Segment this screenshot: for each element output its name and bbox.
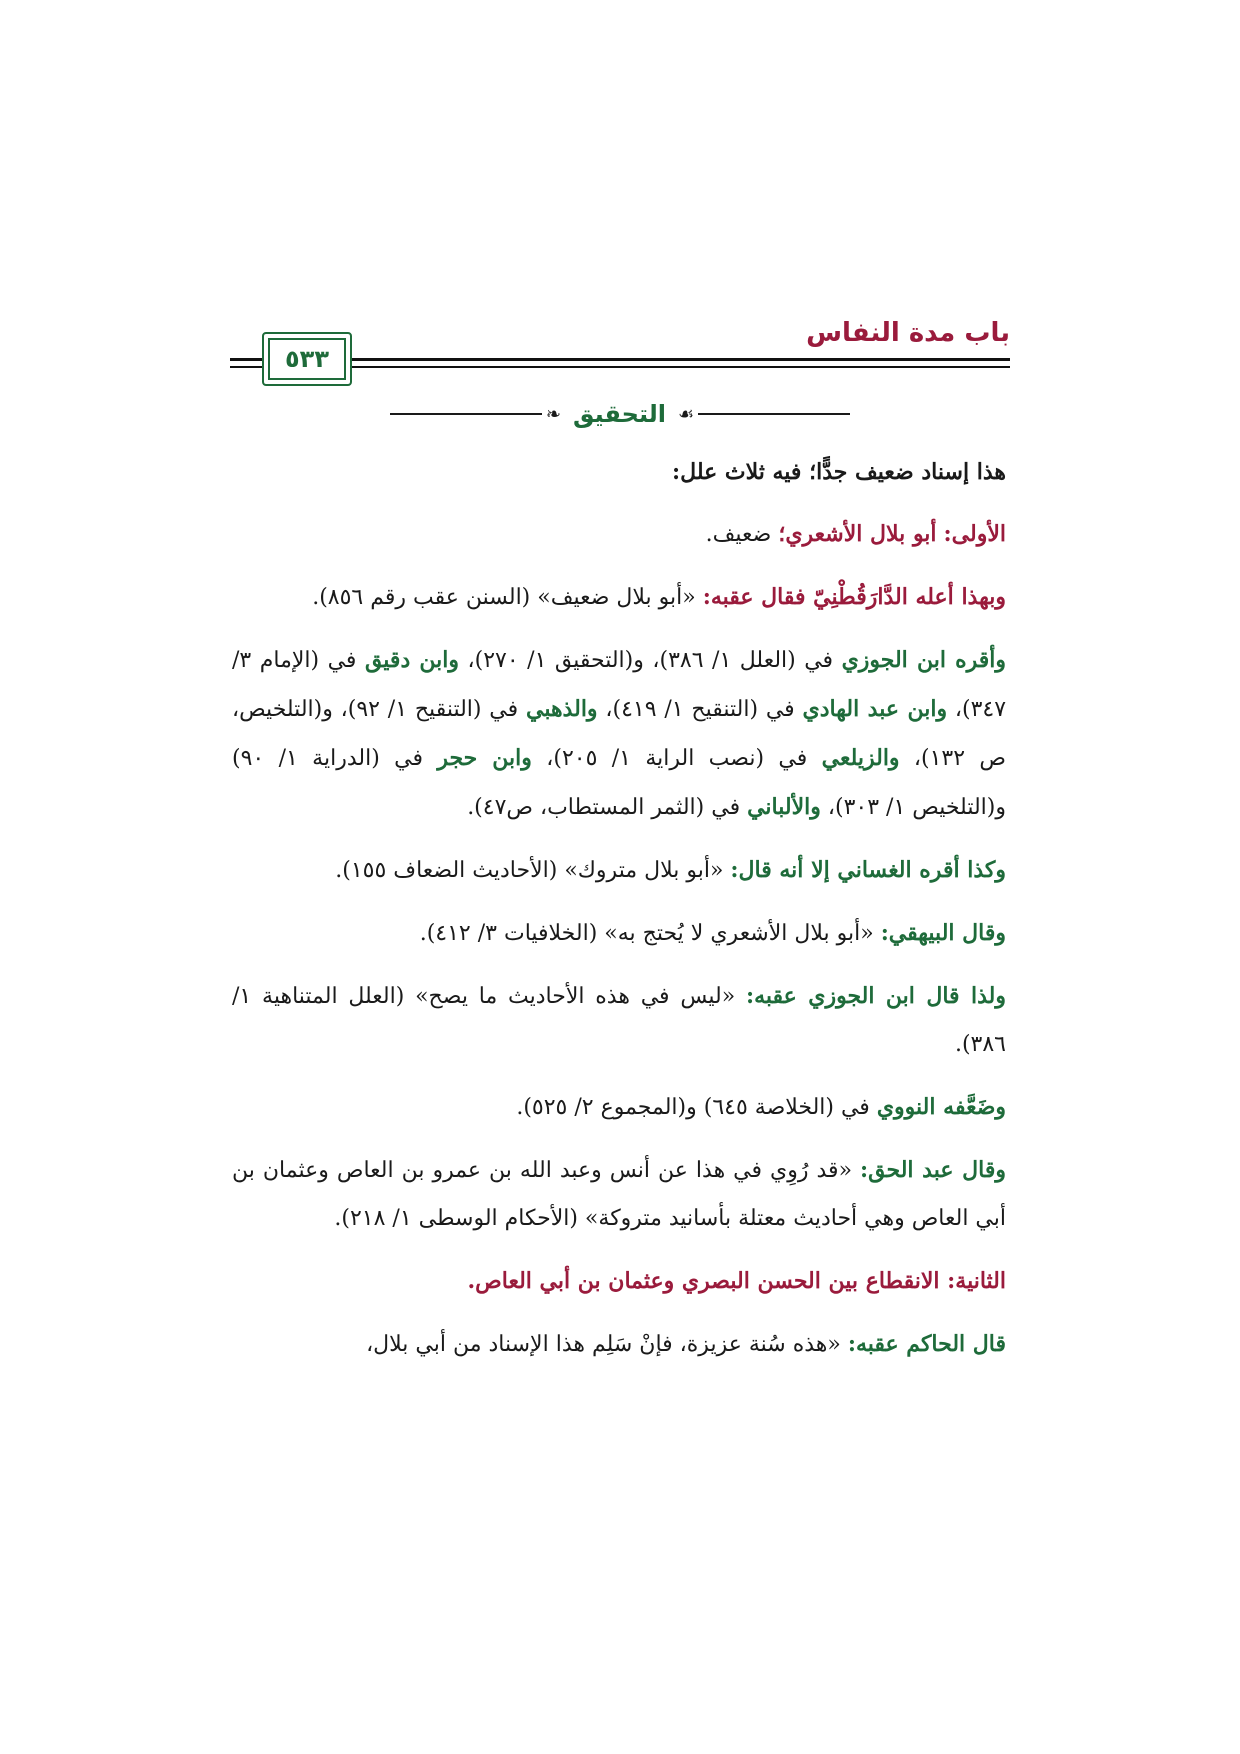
citation-text: في (نصب الراية ١/ ٢٠٥)،: [531, 746, 822, 771]
citation-text: في (الإمام ٣/ ٣٤٧)،: [232, 648, 1007, 722]
paragraph-first-defect: [232, 510, 1006, 559]
paragraph-text: «هذه سُنة عزيزة، فإنْ سَلِم هذا الإسناد من أبي بلال،: [366, 1332, 848, 1357]
paragraph-ibn-aljawzi: [232, 972, 1006, 1069]
citation-text: في (التنقيح ١/ ٩٢)، و(التلخيص، ص ١٣٢)،: [232, 697, 1007, 771]
scholar-name: وابن دقيق: [364, 647, 460, 673]
scholar-statement: وقال عبد الحق:: [860, 1157, 1006, 1183]
page-header: [230, 318, 1010, 388]
paragraph-second-defect: [232, 1257, 1006, 1306]
main-text: [232, 448, 1006, 1383]
paragraph-abd-alhaqq: [232, 1146, 1006, 1243]
paragraph-hakim: [232, 1320, 1006, 1369]
paragraph-text: «قد رُوِي في هذا عن أنس وعبد الله بن عمرو بن العاص وعثمان بن أبي العاص وهي أحاديث معتلة بأسانيد متروكة» (الأحكام الوسطى ١/ ٢١٨).: [232, 1158, 1006, 1231]
defect-label: الأولى:: [943, 521, 1006, 547]
citation-text: في (التنقيح ١/ ٤١٩)،: [597, 697, 803, 722]
ornament-line-left: [390, 413, 542, 415]
citation-text: في (الدراية ١/ ٩٠) و(التلخيص ١/ ٣٠٣)،: [232, 746, 1006, 820]
citation-text: في (الثمر المستطاب، ص٤٧).: [467, 795, 748, 820]
scholar-statement: وبهذا أعله الدَّارَقُطْنِيّ فقال عقبه:: [702, 584, 1006, 610]
paragraph-bayhaqi: [232, 909, 1006, 958]
scholar-statement: قال الحاكم عقبه:: [847, 1331, 1006, 1357]
scholar-statement: وكذا أقره الغساني إلا أنه قال:: [730, 857, 1006, 883]
paragraph-intro: هذا إسناد ضعيف جدًّا؛ فيه ثلاث علل:: [672, 459, 1006, 485]
scholar-name: والذهبي: [525, 696, 598, 722]
page-number: ٥٣٣: [285, 345, 329, 373]
ornament-line-right: [698, 413, 850, 415]
paragraph-text: في (الخلاصة ٦٤٥) و(المجموع ٢/ ٥٢٥).: [516, 1095, 877, 1120]
paragraph-agreements: [232, 636, 1006, 832]
citation-text: في (العلل ١/ ٣٨٦)، و(التحقيق ١/ ٢٧٠)،: [459, 648, 842, 673]
paragraph-text: «أبو بلال الأشعري لا يُحتج به» (الخلافيات ٣/ ٤١٢).: [419, 921, 881, 946]
scholar-name: وابن عبد الهادي: [802, 696, 948, 722]
page-number-badge: [262, 332, 352, 386]
ornament-flourish-icon: ☙: [678, 403, 695, 425]
section-heading: [390, 394, 850, 434]
section-title: التحقيق: [572, 400, 666, 428]
defect-label: الثانية:: [947, 1268, 1006, 1294]
paragraph-daraqutni: [232, 573, 1006, 622]
scholar-statement: وقال البيهقي:: [880, 920, 1006, 946]
ornament-flourish-icon: ❧: [545, 403, 561, 425]
paragraph-text: «أبو بلال ضعيف» (السنن عقب رقم ٨٥٦).: [312, 585, 703, 610]
paragraph-text: «أبو بلال متروك» (الأحاديث الضعاف ١٥٥).: [335, 858, 731, 883]
scholar-name: والزيلعي: [821, 745, 900, 771]
chapter-title: باب مدة النفاس: [806, 318, 1010, 348]
paragraph-text: ضعيف.: [705, 522, 779, 547]
defect-text: الانقطاع بين الحسن البصري وعثمان بن أبي العاص.: [467, 1268, 948, 1294]
scholar-name: وابن حجر: [437, 745, 532, 771]
scholar-statement: ولذا قال ابن الجوزي عقبه:: [745, 983, 1006, 1009]
scholar-name: والألباني: [747, 794, 821, 820]
paragraph-ghassani: [232, 846, 1006, 895]
paragraph-nawawi: [232, 1083, 1006, 1132]
paragraph-text: «ليس في هذه الأحاديث ما يصح» (العلل المتناهية ١/ ٣٨٦).: [232, 984, 1006, 1057]
narrator-name: أبو بلال الأشعري؛: [778, 521, 937, 547]
scholar-statement: وضَعَّفه النووي: [876, 1094, 1006, 1120]
scholar-name: وأقره ابن الجوزي: [841, 647, 1007, 673]
